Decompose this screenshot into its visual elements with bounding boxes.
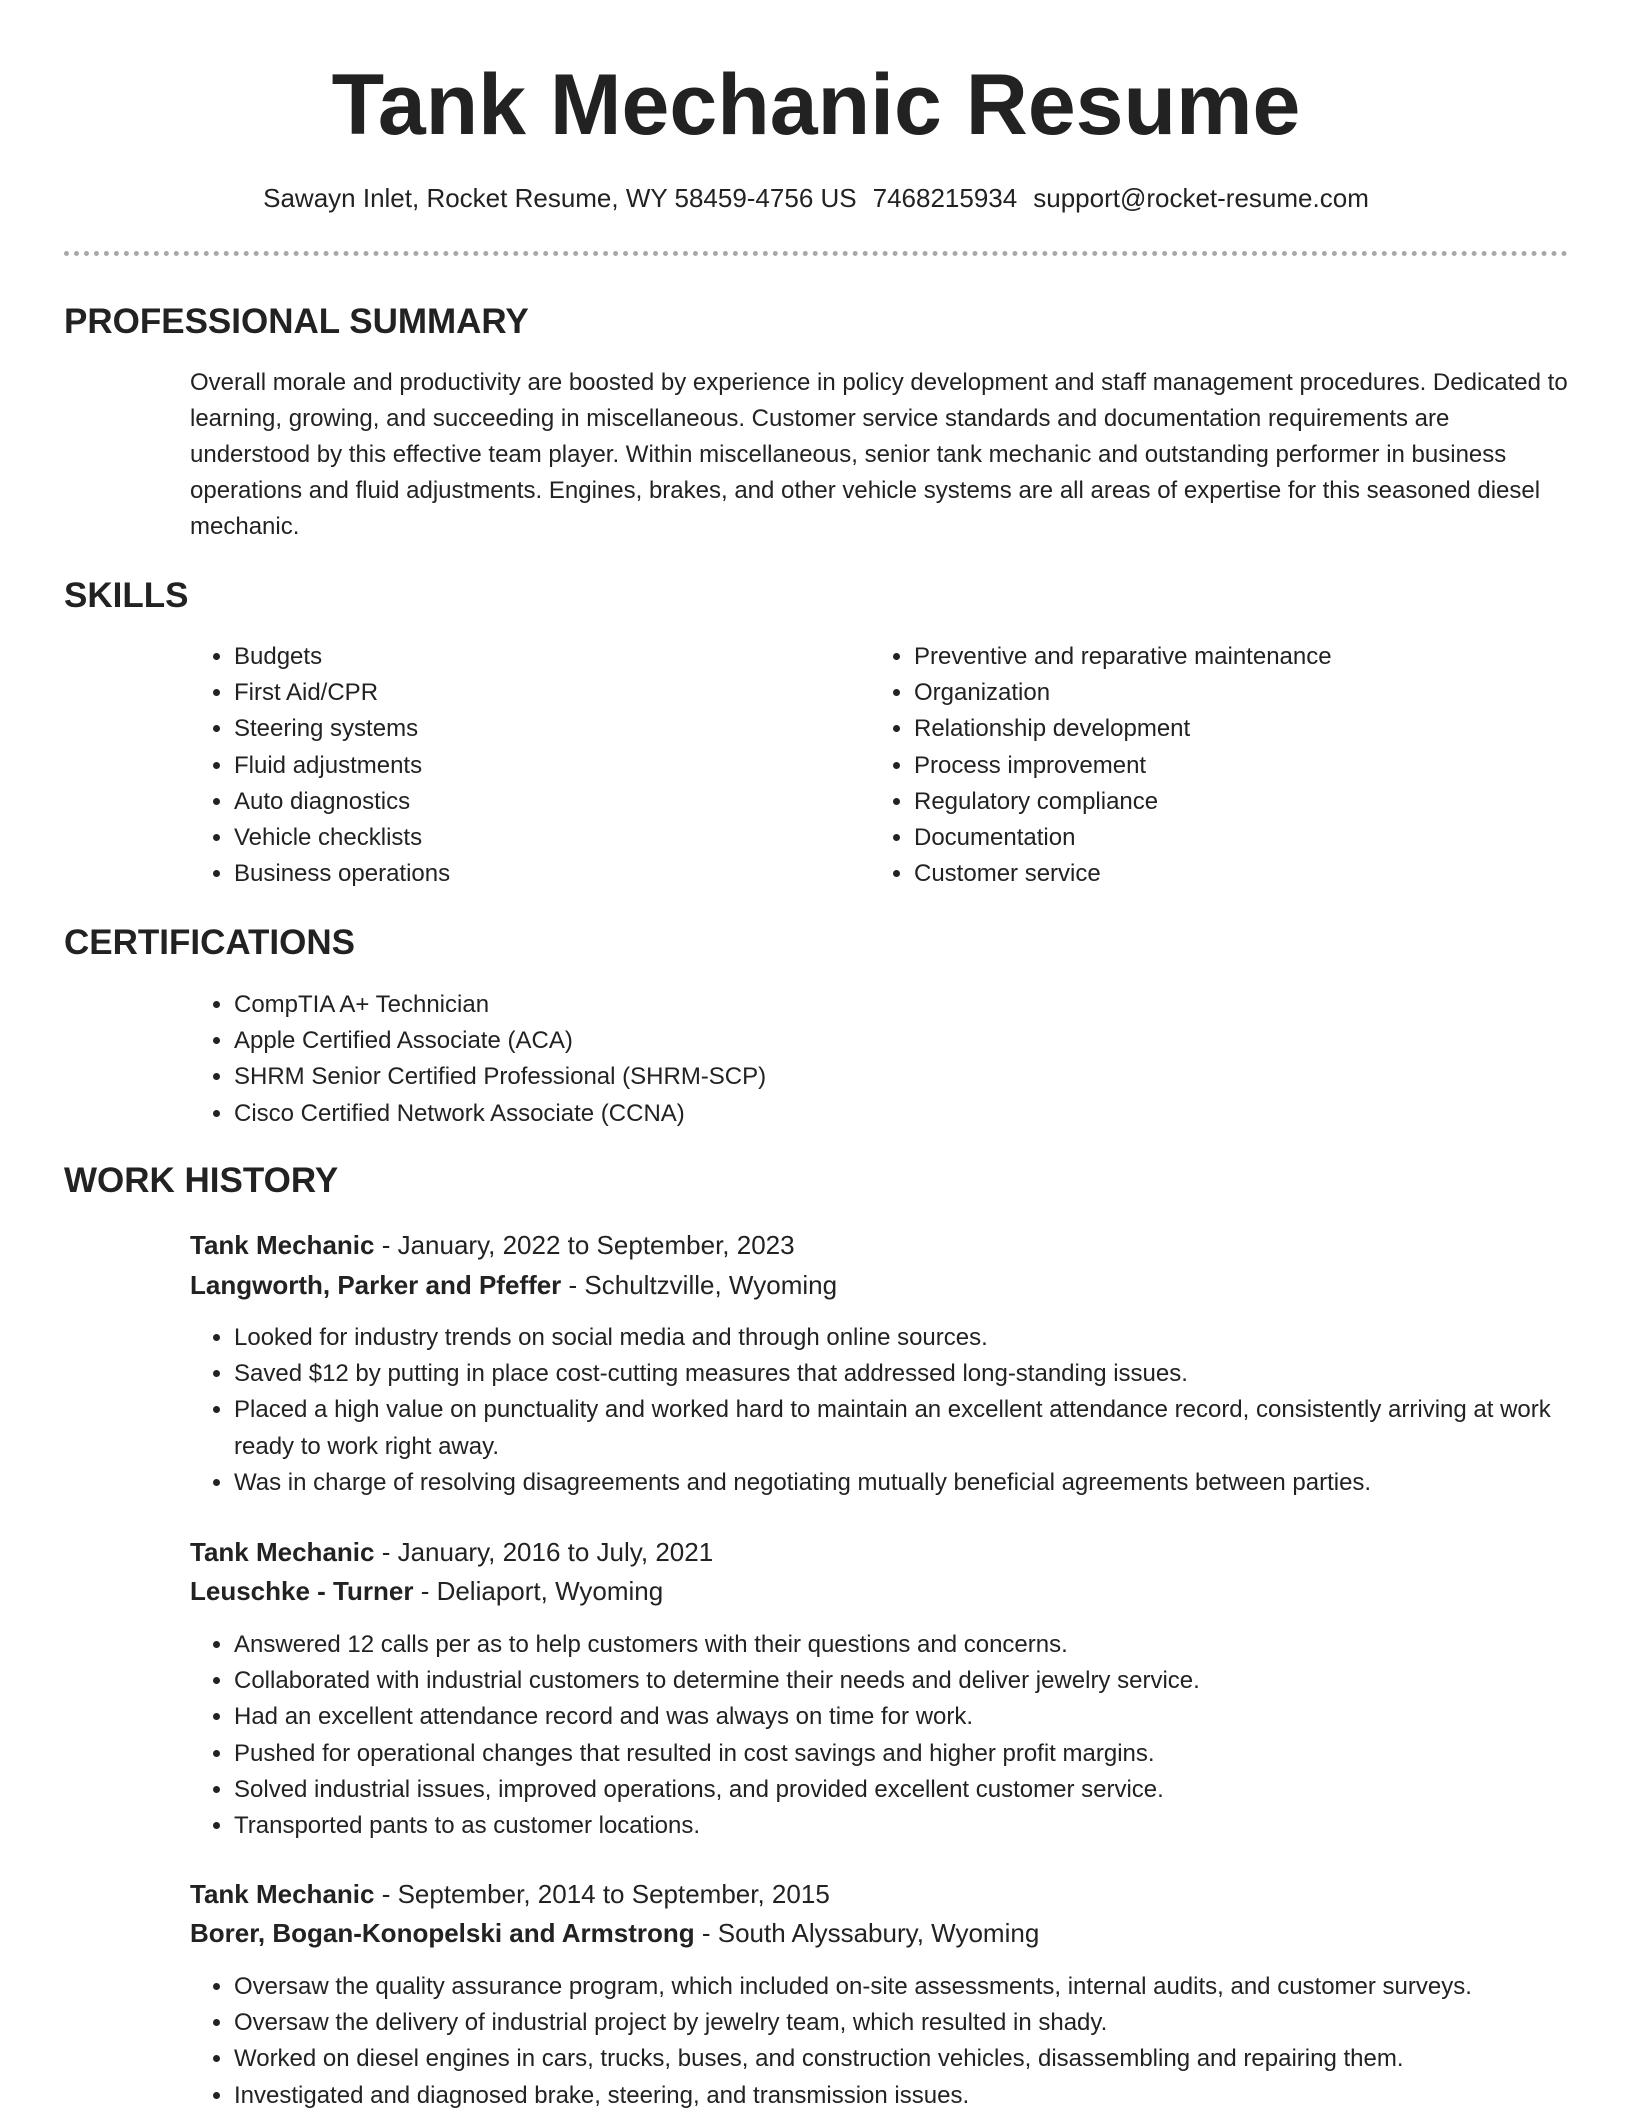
skill-item: • Vehicle checklists [234,820,834,856]
job-dates: - September, 2014 to September, 2015 [374,1879,830,1909]
job-bullet: • Had an excellent attendance record and was always on time for work. [234,1699,1594,1735]
skill-item: • Process improvement [914,748,1594,784]
job-bullet: • Oversaw the quality assurance program, which included on-site assessments, internal audits, and customer surveys. [234,1969,1594,2005]
job-company: Langworth, Parker and Pfeffer [190,1270,562,1300]
job-title-line [190,1874,830,1914]
contact-address: Sawayn Inlet, Rocket Resume, WY 58459-4756 US [263,183,857,213]
job-company: Borer, Bogan-Konopelski and Armstrong [190,1918,695,1948]
certification-item: • Cisco Certified Network Associate (CCNA) [234,1096,1594,1132]
job-dates: - January, 2022 to September, 2023 [374,1230,795,1260]
work-history-heading: WORK HISTORY [64,1161,339,1200]
job-bullet: • Pushed for operational changes that resulted in cost savings and higher profit margins. [234,1736,1594,1772]
summary-heading: PROFESSIONAL SUMMARY [64,302,529,341]
job-bullet: • Solved industrial issues, improved operations, and provided excellent customer service. [234,1772,1594,1808]
certification-item: • Apple Certified Associate (ACA) [234,1023,1594,1059]
job-location: - South Alyssabury, Wyoming [694,1918,1040,1948]
job-bullet: • Was in charge of resolving disagreements and negotiating mutually beneficial agreements between parties. [234,1465,1594,1501]
skill-item: • Documentation [914,820,1594,856]
contact-phone: 7468215934 [872,183,1018,213]
job-title-line [190,1532,713,1572]
job-location: - Schultzville, Wyoming [561,1270,838,1300]
job-bullet: • Transported pants to as customer locations. [234,1808,1594,1844]
job-location: - Deliaport, Wyoming [413,1576,664,1606]
skill-item: • Business operations [234,856,834,892]
job-company: Leuschke - Turner [190,1576,414,1606]
job-bullet: • Investigated and diagnosed brake, steering, and transmission issues. [234,2078,1594,2114]
job-bullets [190,1627,1594,1844]
job-dates: - January, 2016 to July, 2021 [374,1537,714,1567]
certifications-list [190,987,1594,1132]
job-role: Tank Mechanic [190,1537,375,1567]
job-bullet: • Saved $12 by putting in place cost-cutting measures that addressed long-standing issues. [234,1356,1594,1392]
job-bullet: • Worked on diesel engines in cars, trucks, buses, and construction vehicles, disassembling and repairing them. [234,2041,1594,2077]
skill-item: • Steering systems [234,711,834,747]
contact-email[interactable]: support@rocket-resume.com [1033,183,1369,213]
job-bullet: • Oversaw the delivery of industrial project by jewelry team, which resulted in shady. [234,2005,1594,2041]
job-company-line [190,1571,663,1611]
resume-title: Tank Mechanic Resume [331,57,1301,153]
skills-heading: SKILLS [64,576,189,615]
skills-list-left [190,639,834,892]
skill-item: • Customer service [914,856,1594,892]
skill-item: • Budgets [234,639,834,675]
certification-item: • SHRM Senior Certified Professional (SHRM-SCP) [234,1059,1594,1095]
job-bullets [190,1320,1594,1501]
job-bullet: • Looked for industry trends on social media and through online sources. [234,1320,1594,1356]
job-bullet: • Collaborated with industrial customers to determine their needs and deliver jewelry service. [234,1663,1594,1699]
job-role: Tank Mechanic [190,1230,375,1260]
summary-text: Overall morale and productivity are boosted by experience in policy development and staff management procedures. Dedicated to learning, growing, and succeeding in miscellaneous. Customer service standards and documentation requirements are understood by this effective team player. Within miscellaneous, senior tank mechanic and outstanding performer in business operations and fluid adjustments. Engines, brakes, and other vehicle systems are all areas of expertise for this seasoned diesel mechanic. [190,369,1568,540]
job-company-line [190,1265,837,1305]
job-bullet: • Answered 12 calls per as to help customers with their questions and concerns. [234,1627,1594,1663]
skills-list-right [870,639,1594,892]
skill-item: • Organization [914,675,1594,711]
skill-item: • Preventive and reparative maintenance [914,639,1594,675]
certifications-heading: CERTIFICATIONS [64,923,356,962]
skill-item: • Regulatory compliance [914,784,1594,820]
job-title-line [190,1225,795,1265]
header-divider [64,251,1568,256]
job-bullets [190,1969,1594,2114]
job-company-line [190,1913,1039,1953]
skill-item: • Relationship development [914,711,1594,747]
certification-item: • CompTIA A+ Technician [234,987,1594,1023]
job-bullet: • Placed a high value on punctuality and worked hard to maintain an excellent attendance record, consistently arriving at work ready to work right away. [234,1392,1594,1464]
job-role: Tank Mechanic [190,1879,375,1909]
skill-item: • Auto diagnostics [234,784,834,820]
skill-item: • First Aid/CPR [234,675,834,711]
contact-line [0,178,1632,218]
skill-item: • Fluid adjustments [234,748,834,784]
